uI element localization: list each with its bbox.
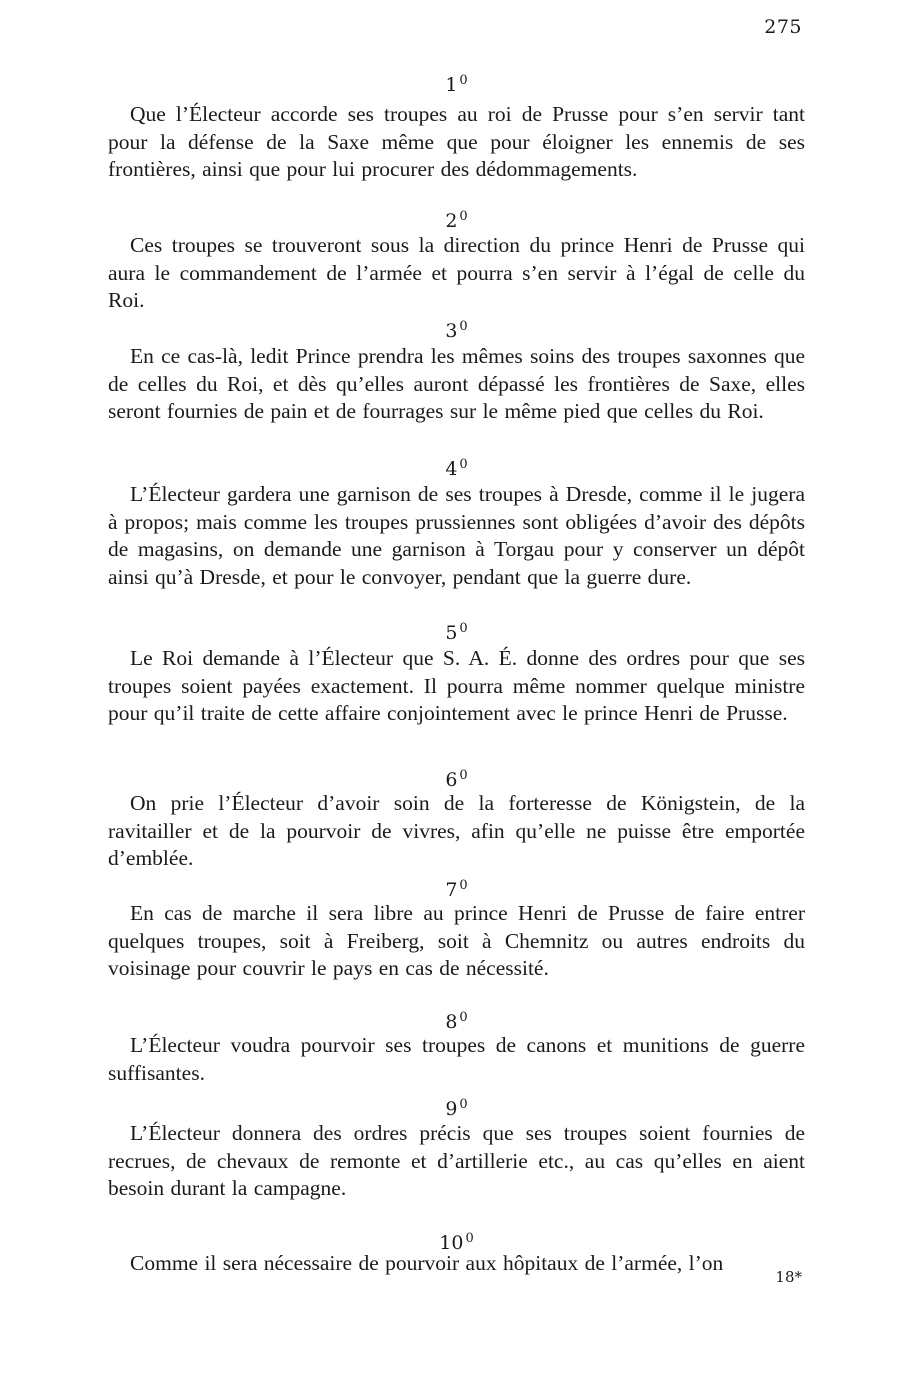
article-number-value: 5 [445,622,458,644]
article-number-5 [108,616,805,646]
article-paragraph-1: Que l’Électeur accorde ses troupes au roi de Prusse pour s’en servir tant pour la défense de la Saxe même que pour éloigner les ennemis de ses frontières, ainsi que pour lui procurer des dédommagements. [108,102,805,182]
ordinal-mark: 0 [459,878,468,893]
article-number-8 [108,1005,805,1035]
ordinal-mark: 0 [459,319,468,334]
article-number-7 [108,873,805,903]
article-number-9 [108,1092,805,1122]
article-paragraph-5: Le Roi demande à l’Électeur que S. A. É. donne des ordres pour que ses troupes soient payées exactement. Il pourra même nommer quelque ministre pour qu’il traite de cette affaire conjointement avec le prince Henri de Prusse. [108,646,805,726]
ordinal-mark: 0 [459,621,468,636]
article-paragraph-3: En ce cas-là, ledit Prince prendra les mêmes soins des troupes saxonnes que de celles du Roi, et dès qu’elles auront dépassé les frontières de Saxe, elles seront fournies de pain et de fourrages sur le même pied que celles du Roi. [108,344,805,424]
article-number-1 [108,68,805,98]
ordinal-mark: 0 [459,73,468,88]
article-paragraph-10: Comme il sera nécessaire de pourvoir aux hôpitaux de l’armée, l’on [130,1251,724,1275]
article-paragraph-4: L’Électeur gardera une garnison de ses troupes à Dresde, comme il le jugera à propos; mais comme les troupes prussiennes sont obligées d’avoir des dépôts de magasins, on demande une garnison à Torgau pour y conserver un dépôt ainsi qu’à Dresde, et pour le convoyer, pendant que la guerre dure. [108,482,805,589]
ordinal-mark: 0 [459,768,468,783]
article-number-6 [108,763,805,793]
article-number-3 [108,314,805,344]
printer-signature-mark: 18* [775,1268,802,1286]
article-number-value: 4 [445,458,458,480]
article-paragraph-9: L’Électeur donnera des ordres précis que ses troupes soient fournies de recrues, de chevaux de remonte et d’artillerie etc., au cas qu’elles en aient besoin durant la campagne. [108,1121,805,1201]
article-paragraph-6: On prie l’Électeur d’avoir soin de la forteresse de Königstein, de la ravitailler et de la pourvoir de vivres, afin qu’elle ne puisse être emportée d’emblée. [108,791,805,871]
article-number-4 [108,452,805,482]
article-number-value: 10 [439,1232,464,1254]
article-paragraph-7: En cas de marche il sera libre au prince Henri de Prusse de faire entrer quelques troupes, soit à Freiberg, soit à Chemnitz ou autres endroits du voisinage pour couvrir le pays en cas de nécessité. [108,901,805,981]
article-number-2 [108,204,805,234]
ordinal-mark: 0 [459,1010,468,1025]
article-paragraph-8: L’Électeur voudra pourvoir ses troupes de canons et munitions de guerre suffisantes. [108,1033,805,1085]
ordinal-mark: 0 [459,209,468,224]
article-number-value: 9 [445,1098,458,1120]
ordinal-mark: 0 [459,457,468,472]
ordinal-mark: 0 [459,1097,468,1112]
article-number-value: 3 [445,320,458,342]
page-number: 275 [764,16,802,38]
article-number-value: 7 [445,879,458,901]
article-number-value: 6 [445,769,458,791]
article-paragraph-2: Ces troupes se trouveront sous la direction du prince Henri de Prusse qui aura le commandement de l’armée et pourra s’en servir à l’égal de celle du Roi. [108,233,805,313]
article-number-value: 8 [445,1011,458,1033]
ordinal-mark: 0 [465,1231,474,1246]
article-number-value: 2 [445,210,458,232]
article-number-value: 1 [445,74,458,96]
